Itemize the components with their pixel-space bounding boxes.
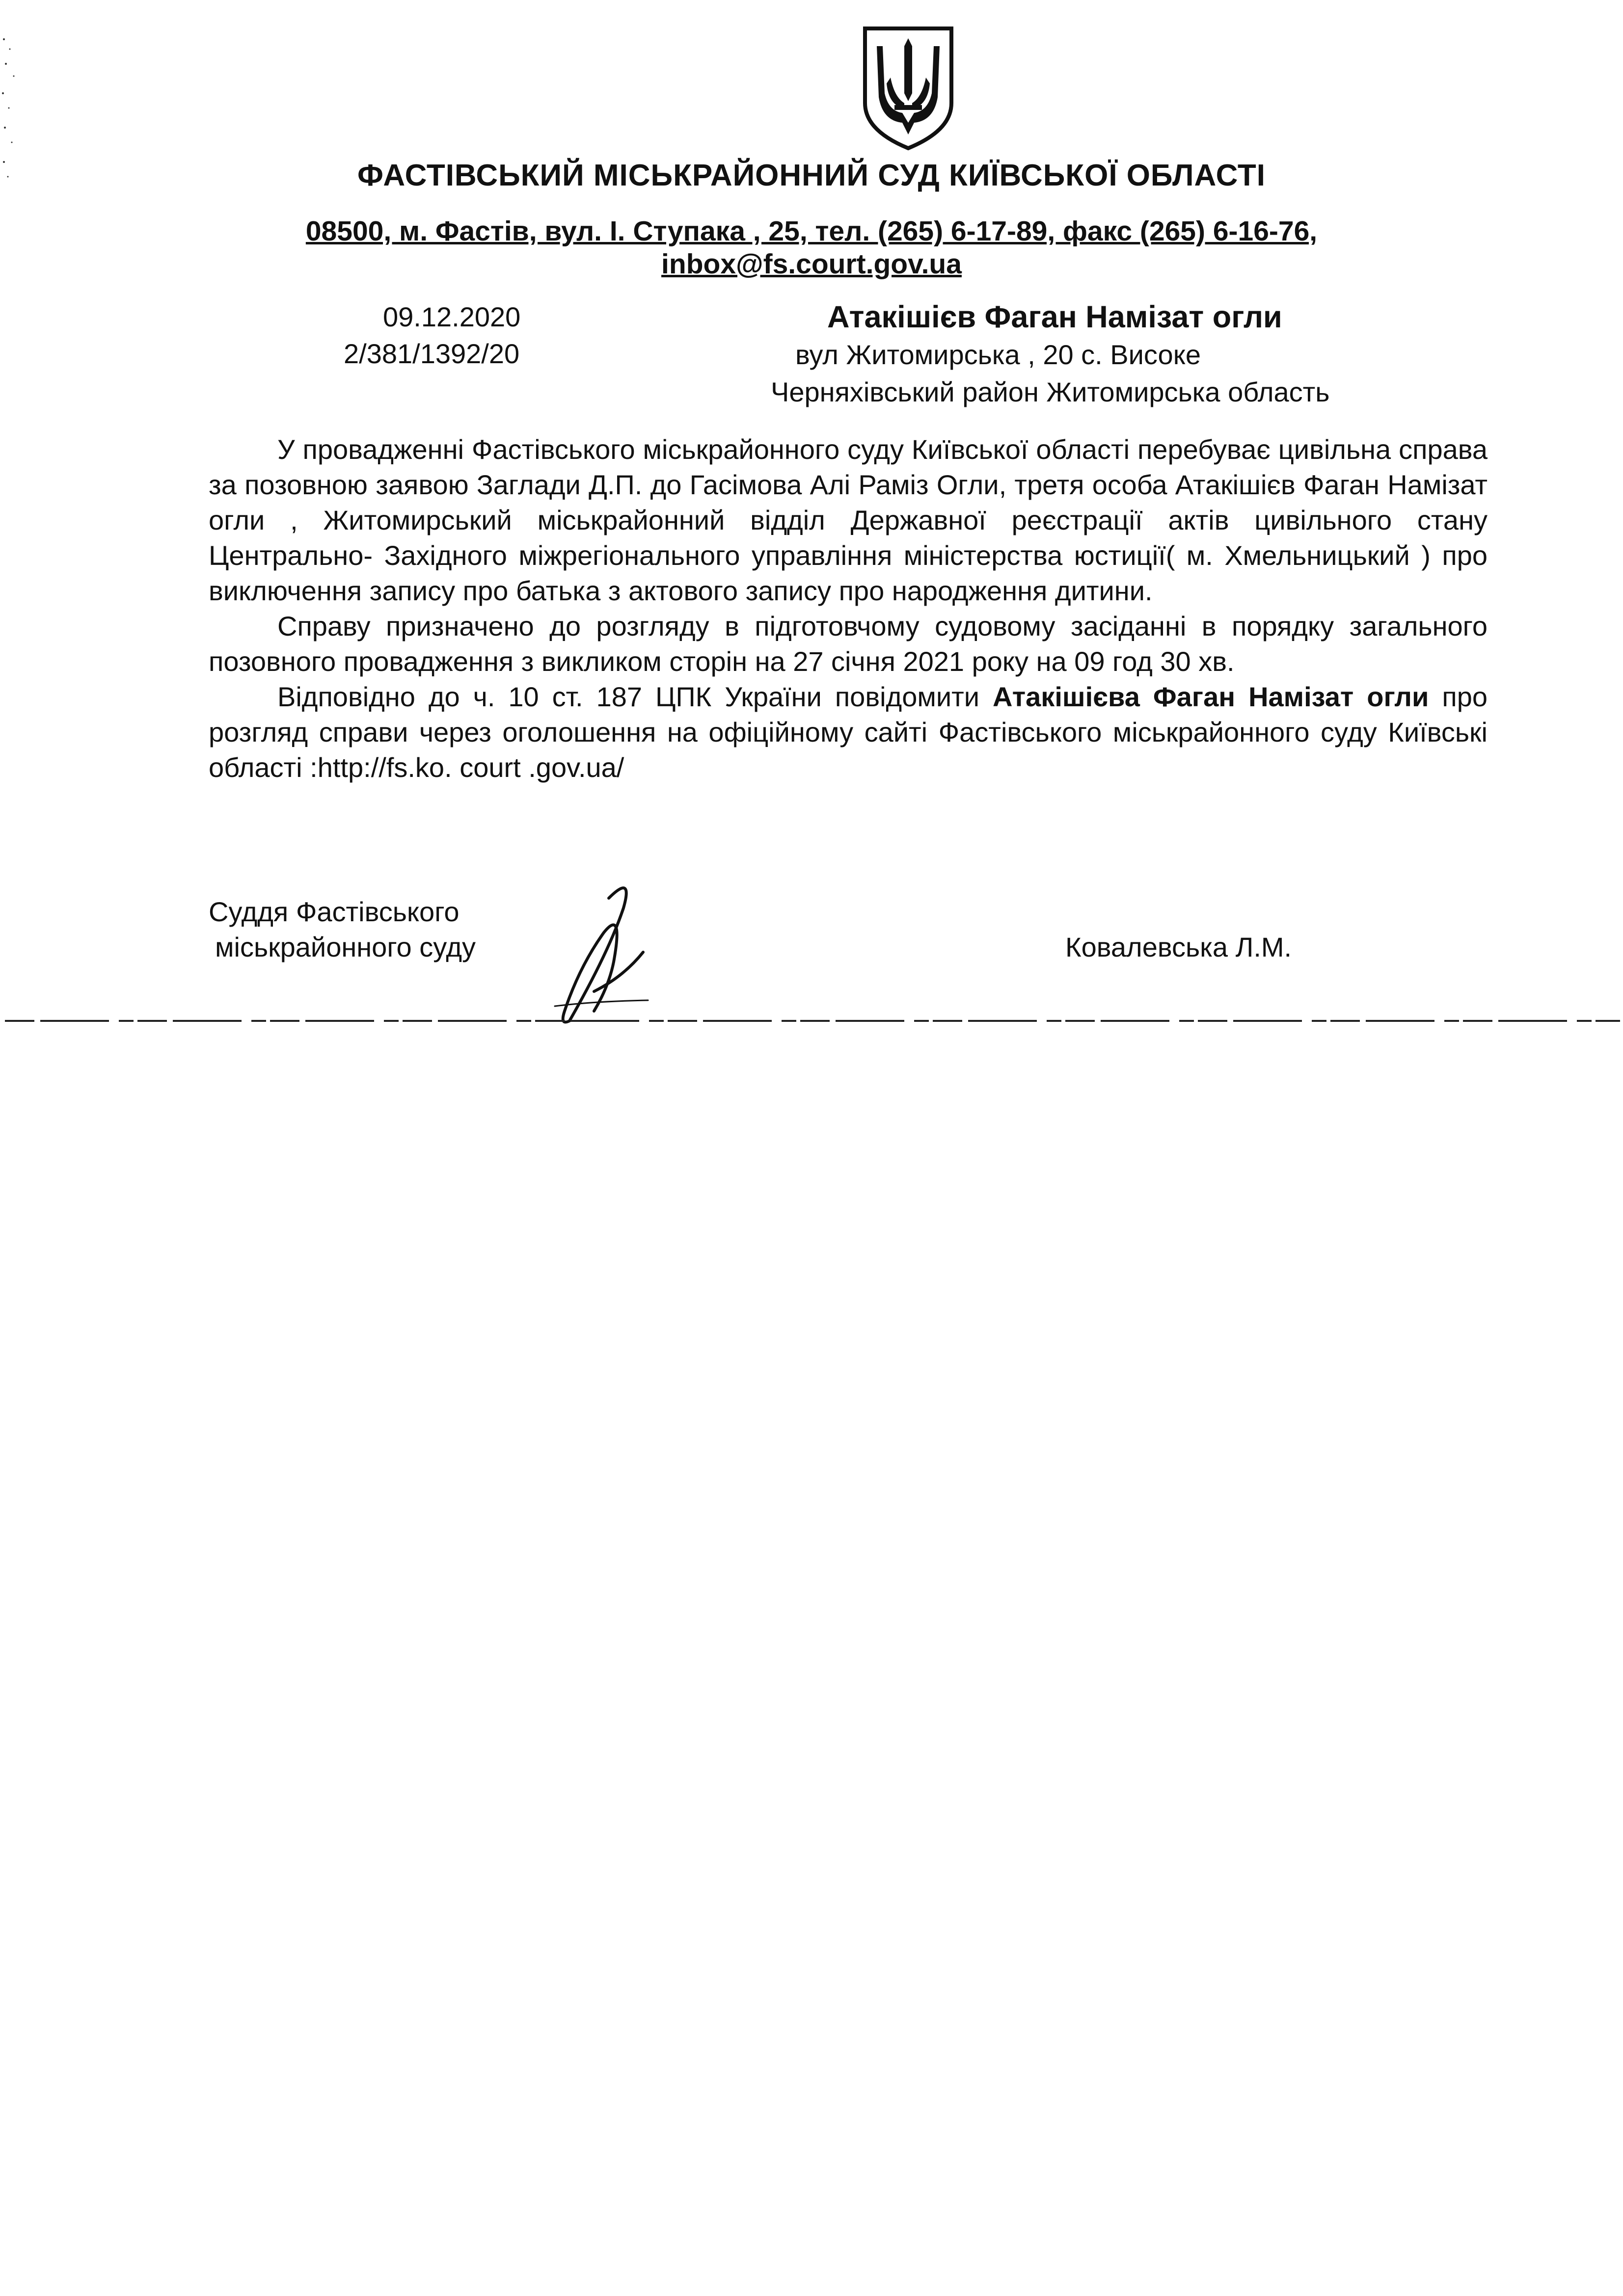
paragraph-3-prefix: Відповідно до ч. 10 ст. 187 ЦПК України повідомити (277, 681, 993, 712)
court-email: inbox@fs.court.gov.ua (661, 248, 962, 280)
scan-edge-noise (0, 29, 34, 187)
paragraph-3-suffix: про розгляд справи через оголошення на офіційному сайті Фастівського міськрайонного суду Київські області :http://fs.ko. court .gov.ua/ (209, 681, 1488, 783)
coat-of-arms-icon (857, 25, 960, 152)
judge-name: Ковалевська Л.М. (1065, 932, 1292, 962)
case-number: 2/381/1392/20 (344, 338, 520, 369)
judge-title-line-1: Суддя Фастівського (209, 896, 460, 927)
paragraph-3-bold-name: Атакішієва Фаган Намізат огли (993, 681, 1429, 712)
recipient-name: Атакішієв Фаган Намізат огли (827, 300, 1282, 334)
document-date: 09.12.2020 (383, 301, 521, 332)
judge-title-line-2: міськрайонного суду (215, 932, 476, 962)
body-paragraph-3 (209, 679, 1488, 785)
body-paragraph-2: Справу призначено до розгляду в підготовчому судовому засіданні в порядку загального позовного провадження з викликом сторін на 27 січня 2021 року на 09 год 30 хв. (209, 611, 1488, 677)
body-paragraph-1: У провадженні Фастівського міськрайонного суду Київської області перебуває цивільна справа за позовною заявою Заглади Д.П. до Гасімова Алі Раміз Огли, третя особа Атакішієв Фаган Намізат огли , Житомирський міськрайонний відділ Державної реєстрації актів цивільного стану Центрально- Західного міжрегіонального управління міністерства юстиції( м. Хмельницький ) про виключення запису про батька з актового запису про народження дитини. (209, 434, 1488, 606)
scan-divider-line (0, 1018, 1623, 1023)
court-address-line: 08500, м. Фастів, вул. І. Ступака , 25, тел. (265) 6-17-89, факс (265) 6-16-76, (305, 215, 1318, 247)
notice-body (209, 432, 1488, 785)
recipient-street: вул Житомирська , 20 с. Високе (795, 339, 1201, 370)
signature-icon (550, 879, 663, 1026)
court-name: ФАСТІВСЬКИЙ МІСЬКРАЙОННИЙ СУД КИЇВСЬКОЇ ОБЛАСТІ (357, 159, 1266, 192)
recipient-region: Черняхівський район Житомирська область (771, 376, 1330, 407)
